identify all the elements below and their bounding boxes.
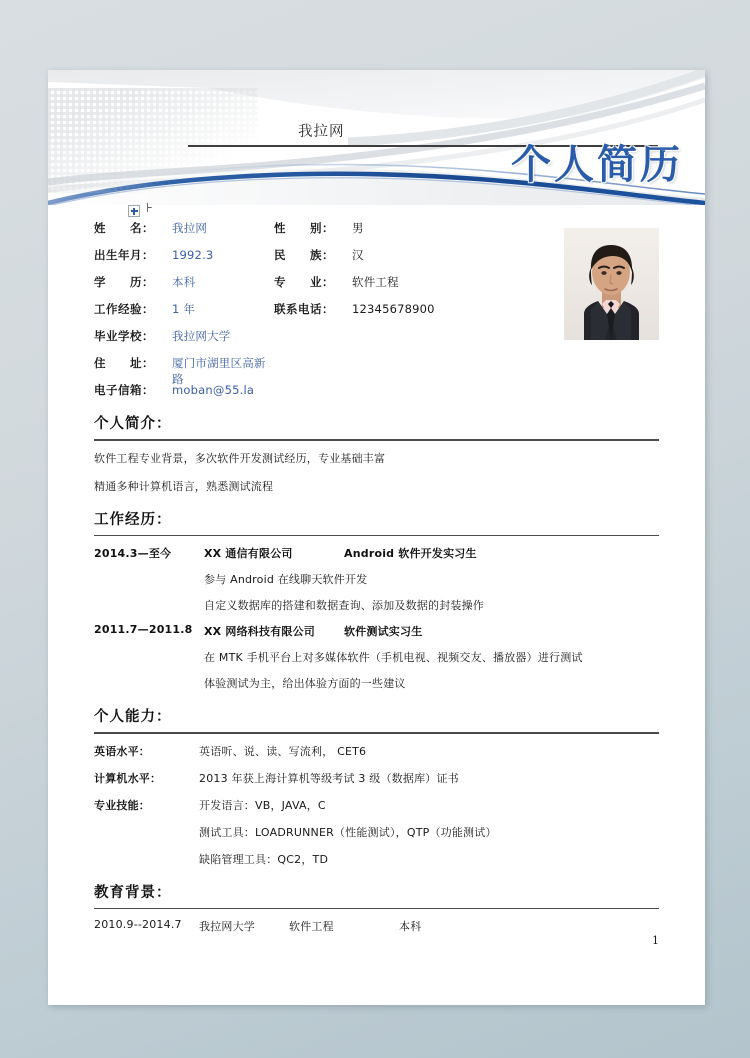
section-heading: 工作经历： xyxy=(94,511,172,528)
info-row xyxy=(94,382,659,398)
work-entry xyxy=(94,623,659,691)
info-field-experience xyxy=(94,301,274,317)
education-major: 软件工程 xyxy=(289,920,334,934)
info-value: 男 xyxy=(352,221,364,235)
section-rule xyxy=(94,439,659,441)
info-field-major xyxy=(274,274,504,290)
education-school: 我拉网大学 xyxy=(199,920,255,934)
info-field-school xyxy=(94,328,274,344)
section-heading: 个人能力： xyxy=(94,709,172,726)
avatar xyxy=(564,228,659,340)
info-value: 1 年 xyxy=(172,302,196,316)
work-entry xyxy=(94,545,659,613)
work-entry-detail: 在 MTK 手机平台上对多媒体软件（手机电视、视频交友、播放器）进行测试 xyxy=(204,651,583,665)
info-field-name xyxy=(94,220,274,236)
ability-value: 英语听、说、读、写流利， CET6 xyxy=(199,744,367,758)
header-banner xyxy=(48,70,705,205)
info-value: 本科 xyxy=(172,275,196,289)
education-degree: 本科 xyxy=(399,920,422,934)
work-entry-company: XX 网络科技有限公司 xyxy=(204,625,315,639)
work-entry-detail: 自定义数据库的搭建和数据查询、添加及数据的封装操作 xyxy=(204,599,484,613)
info-value: moban@55.la xyxy=(172,383,255,397)
work-entry-role: 软件测试实习生 xyxy=(344,625,423,639)
section-work-experience xyxy=(94,508,659,692)
info-field-email xyxy=(94,382,274,398)
ability-row xyxy=(94,743,659,759)
education-date: 2010.9--2014.7 xyxy=(94,918,182,932)
info-field-phone xyxy=(274,301,504,317)
resume-page xyxy=(48,70,705,1005)
section-rule xyxy=(94,535,659,537)
personal-info-block xyxy=(94,220,659,398)
info-label: 联系电话： xyxy=(274,302,334,316)
ability-value: 2013 年获上海计算机等级考试 3 级（数据库）证书 xyxy=(199,771,459,785)
work-entry-date: 2014.3—至今 xyxy=(94,547,172,561)
info-value: 汉 xyxy=(352,248,364,262)
table-move-handle-icon[interactable] xyxy=(128,205,140,217)
section-abilities xyxy=(94,705,659,867)
info-field-birth xyxy=(94,247,274,263)
page-number: 1 xyxy=(652,934,659,947)
section-profile xyxy=(94,412,659,494)
paragraph-mark-icon: ⊦ xyxy=(146,201,153,216)
ability-label: 专业技能： xyxy=(94,798,150,812)
profile-line: 软件工程专业背景，多次软件开发测试经历，专业基础丰富 xyxy=(94,451,386,465)
info-value: 我拉网 xyxy=(172,221,208,235)
info-label: 学 历： xyxy=(94,275,154,289)
ability-row xyxy=(94,770,659,786)
info-label: 工作经验： xyxy=(94,302,154,316)
work-entry-date: 2011.7—2011.8 xyxy=(94,623,193,637)
info-label: 姓 名： xyxy=(94,221,154,235)
info-label: 专 业： xyxy=(274,275,334,289)
ability-value: 开发语言：VB，JAVA，C xyxy=(199,798,326,812)
info-label: 电子信箱： xyxy=(94,383,154,397)
info-row xyxy=(94,355,659,386)
info-field-gender xyxy=(274,220,504,236)
page-title: 个人简历 xyxy=(511,142,683,188)
section-rule xyxy=(94,732,659,734)
section-education xyxy=(94,881,659,935)
work-entry-role: Android 软件开发实习生 xyxy=(344,547,477,561)
info-value: 12345678900 xyxy=(352,302,435,316)
ability-label: 计算机水平： xyxy=(94,771,162,785)
work-entry-detail: 体验测试为主，给出体验方面的一些建议 xyxy=(204,677,406,691)
info-field-ethnicity xyxy=(274,247,504,263)
profile-line: 精通多种计算机语言，熟悉测试流程 xyxy=(94,479,274,493)
info-value: 软件工程 xyxy=(352,275,399,289)
ability-row xyxy=(94,797,659,813)
work-entry-company: XX 通信有限公司 xyxy=(204,547,293,561)
ability-subvalue: 测试工具：LOADRUNNER（性能测试），QTP（功能测试） xyxy=(199,825,497,839)
info-value: 厦门市湖里区高新路 xyxy=(172,356,266,386)
info-value: 1992.3 xyxy=(172,248,214,262)
info-label: 民 族： xyxy=(274,248,334,262)
info-label: 性 别： xyxy=(274,221,334,235)
resume-content xyxy=(48,220,705,934)
info-field-education xyxy=(94,274,274,290)
site-name: 我拉网 xyxy=(298,124,345,140)
work-entry-header xyxy=(94,623,659,639)
education-row xyxy=(94,918,659,934)
portrait-illustration xyxy=(564,228,659,340)
info-label: 出生年月： xyxy=(94,248,154,262)
section-heading: 教育背景： xyxy=(94,884,172,901)
work-entry-header xyxy=(94,545,659,561)
info-label: 毕业学校： xyxy=(94,329,154,343)
ability-label: 英语水平： xyxy=(94,744,150,758)
header-dot-texture xyxy=(48,88,258,193)
info-value: 我拉网大学 xyxy=(172,329,231,343)
section-rule xyxy=(94,908,659,910)
section-heading: 个人简介： xyxy=(94,416,172,432)
info-label: 住 址： xyxy=(94,356,154,370)
work-entry-detail: 参与 Android 在线聊天软件开发 xyxy=(204,573,368,587)
ability-subvalue: 缺陷管理工具：QC2，TD xyxy=(199,852,329,866)
